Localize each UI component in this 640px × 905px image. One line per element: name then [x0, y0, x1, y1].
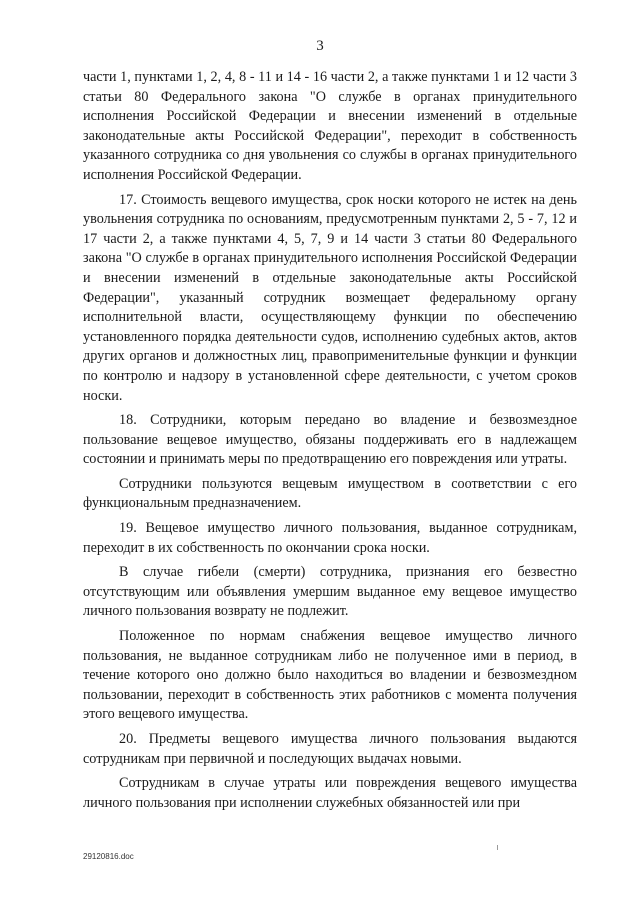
paragraph-19: 19. Вещевое имущество личного пользования, выданное сотрудникам, переходит в их собственность по окончании срока носки. [83, 520, 577, 556]
paragraph-20-loss: Сотрудникам в случае утраты или повреждения вещевого имущества личного пользования при исполнении служебных обязанностей или при [83, 775, 577, 811]
document-body [83, 68, 577, 818]
paragraph-18: 18. Сотрудники, которым передано во владение и безвозмездное пользование вещевое имущество, обязаны поддерживать его в надлежащем состоянии и принимать меры по предотвращению его повреждения или утраты. [83, 412, 577, 468]
page-number: 3 [316, 38, 324, 54]
paragraph-18-usage: Сотрудники пользуются вещевым имуществом в соответствии с его функциональным предназначением. [83, 475, 577, 512]
paragraph-19-undelivered: Положенное по нормам снабжения вещевое имущество личного пользования, не выданное сотрудникам либо не полученное ими в период, в течение которого оно должно было находиться во владении и безвозмездном пользовании, переходит в собственность этих работников с момента получения этого вещевого имущества. [83, 628, 577, 723]
paragraph-17: 17. Стоимость вещевого имущества, срок носки которого не истек на день увольнения сотрудника по основаниям, предусмотренным пунктами 2, 5 - 7, 12 и 17 части 2, а также пунктами 4, 5, 7, 9 и 14 части 3 статьи 80 Федерального закона "О службе в органах принудительного исполнения Российской Федерации и внесении изменений в отдельные законодательные акты Российской Федерации", указанный сотрудник возмещает федеральному органу исполнительной власти, осуществляющему функции по обеспечению установленного порядка деятельности судов, исполнению судебных актов, актов других органов и должностных лиц, правоприменительные функции и функции по контролю и надзору в установленной сфере деятельности, с учетом сроков носки. [83, 191, 577, 404]
paragraph-continued: части 1, пунктами 1, 2, 4, 8 - 11 и 14 - 16 части 2, а также пунктами 1 и 12 части 3 статьи 80 Федерального закона "О службе в органах принудительного исполнения Российской Федерации и внесении изменений в отдельные законодательные акты Российской Федерации", переходит в собственность указанного сотрудника со дня увольнения со службы в органах принудительного исполнения Российской Федерации. [83, 69, 577, 183]
scan-artifact [497, 845, 498, 850]
paragraph-20: 20. Предметы вещевого имущества личного пользования выдаются сотрудникам при первичной и последующих выдачах новыми. [83, 731, 577, 767]
footer-filename: 29120816.doc [83, 852, 134, 861]
paragraph-19-death: В случае гибели (смерти) сотрудника, признания его безвестно отсутствующим или объявления умершим выданное ему вещевое имущество личного пользования возврату не подлежит. [83, 564, 577, 620]
